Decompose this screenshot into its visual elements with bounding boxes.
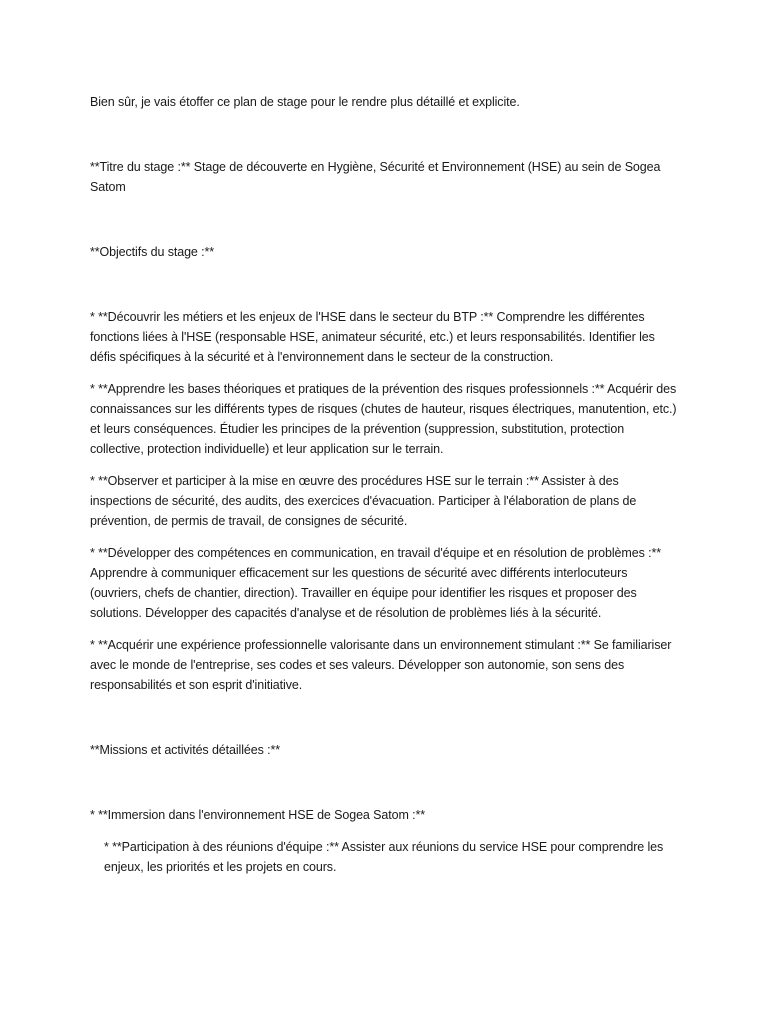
missions-heading: **Missions et activités détaillées :** — [90, 743, 281, 757]
spacer — [90, 760, 680, 805]
objective-item: * **Apprendre les bases théoriques et pratiques de la prévention des risques professionnels :** Acquérir des connaissances sur les différents types de risques (chutes de hauteur, risques électriques, manutention, etc.) et leurs conséquences. Étudier les principes de la prévention (suppression, substitution, protection collective, protection individuelle) et leur application sur le terrain. — [90, 382, 677, 456]
spacer — [90, 262, 680, 307]
spacer — [90, 695, 680, 740]
objective-item: * **Acquérir une expérience professionnelle valorisante dans un environnement stimulant :** Se familiariser avec le monde de l'entreprise, ses codes et ses valeurs. Développer son autonomie, son sens des responsabilités et son esprit d'initiative. — [90, 638, 672, 692]
intro-paragraph: Bien sûr, je vais étoffer ce plan de stage pour le rendre plus détaillé et explicite. — [90, 95, 520, 109]
document-page — [90, 92, 680, 877]
internship-title: **Titre du stage :** Stage de découverte en Hygiène, Sécurité et Environnement (HSE) au sein de Sogea Satom — [90, 160, 661, 194]
objective-item: * **Développer des compétences en communication, en travail d'équipe et en résolution de problèmes :** Apprendre à communiquer efficacement sur les questions de sécurité avec différents interlocuteurs (ouvriers, chefs de chantier, direction). Travailler en équipe pour identifier les risques et proposer des solutions. Développer des capacités d'analyse et de résolution de problèmes liés à la sécurité. — [90, 546, 662, 620]
objective-item: * **Observer et participer à la mise en œuvre des procédures HSE sur le terrain :** Assister à des inspections de sécurité, des audits, des exercices d'évacuation. Participer à l'élaboration de plans de prévention, de permis de travail, de consignes de sécurité. — [90, 474, 637, 528]
objective-item: * **Découvrir les métiers et les enjeux de l'HSE dans le secteur du BTP :** Comprendre les différentes fonctions liées à l'HSE (responsable HSE, animateur sécurité, etc.) et leurs responsabilités. Identifier les défis spécifiques à la sécurité et à l'environnement dans le secteur de la construction. — [90, 310, 655, 364]
missions-item: * **Immersion dans l'environnement HSE de Sogea Satom :** — [90, 808, 426, 822]
spacer — [90, 112, 680, 157]
missions-subitem: * **Participation à des réunions d'équipe :** Assister aux réunions du service HSE pour comprendre les enjeux, les priorités et les projets en cours. — [104, 840, 664, 874]
objectives-heading: **Objectifs du stage :** — [90, 245, 215, 259]
spacer — [90, 197, 680, 242]
